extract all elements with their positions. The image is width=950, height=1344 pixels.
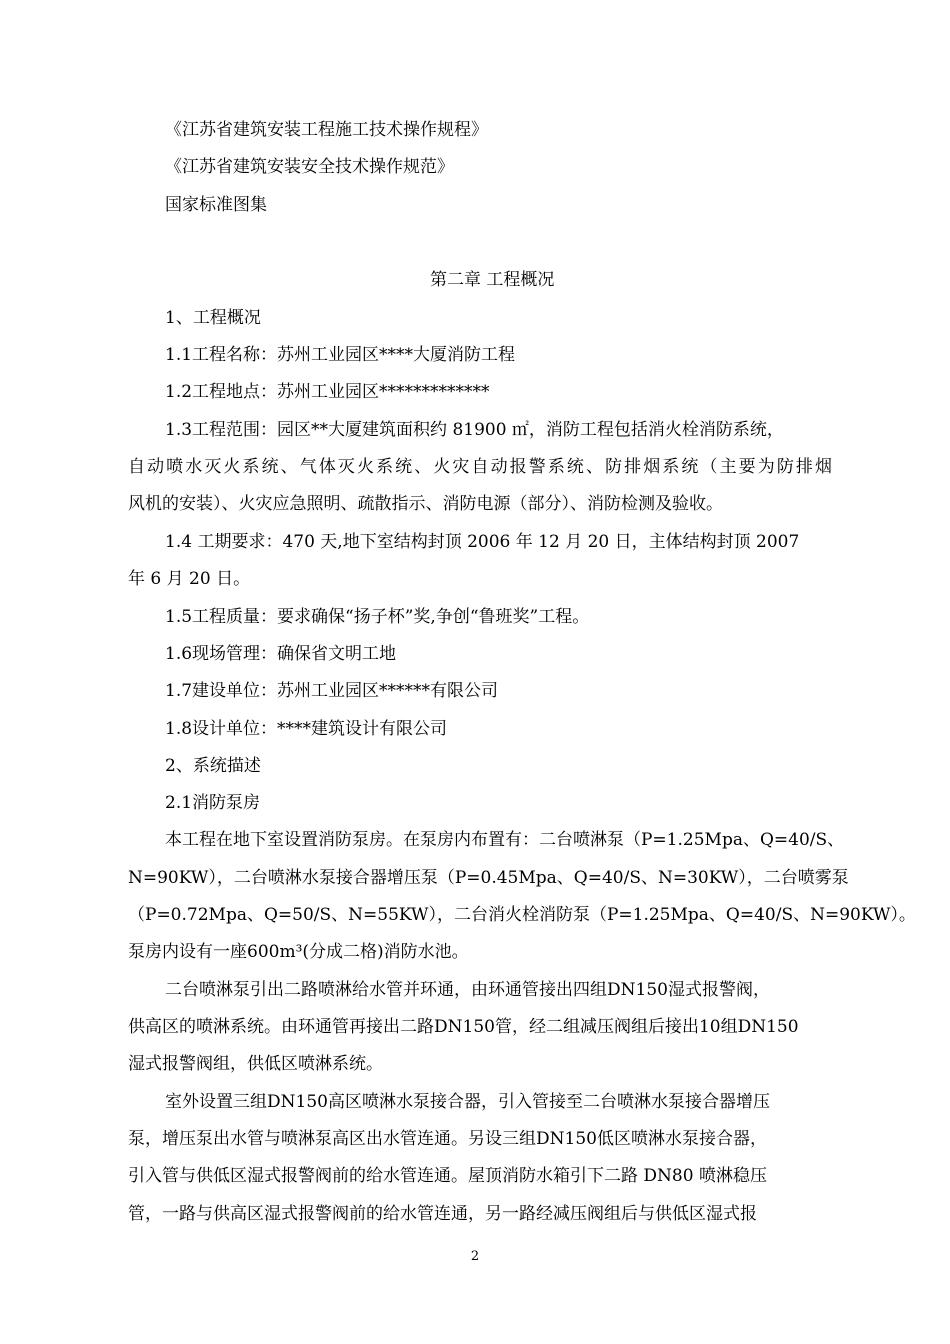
- project-location: 1.2工程地点：苏州工业园区*************: [165, 382, 490, 402]
- section-heading-2: 2、系统描述: [165, 756, 261, 776]
- paragraph-1-line-4: 泵房内设有一座600m³(分成二格)消防水池。: [128, 942, 469, 962]
- paragraph-3-line-1: 室外设置三组DN150高区喷淋水泵接合器，引入管接至二台喷淋水泵接合器增压: [165, 1092, 770, 1112]
- reference-1: 《江苏省建筑安装工程施工技术操作规程》: [165, 120, 488, 140]
- project-scope-line-2: 自动喷水灭火系统、气体灭火系统、火灾自动报警系统、防排烟系统（主要为防排烟: [128, 457, 832, 477]
- design-unit: 1.8设计单位：****建筑设计有限公司: [165, 719, 448, 739]
- paragraph-1-line-3: （P=0.72Mpa、Q=50/S、N=55KW），二台消火栓消防泵（P=1.25Mpa、Q=40/S、N=90KW）。: [128, 905, 916, 925]
- paragraph-3-line-4: 管，一路与供高区湿式报警阀前的给水管连通，另一路经减压阀组后与供低区湿式报: [128, 1204, 757, 1224]
- paragraph-2-line-2: 供高区的喷淋系统。由环通管再接出二路DN150管，经二组减压阀组后接出10组DN150: [128, 1017, 799, 1037]
- schedule-line-2: 年 6 月 20 日。: [128, 569, 251, 589]
- paragraph-3-line-2: 泵，增压泵出水管与喷淋泵高区出水管连通。另设三组DN150低区喷淋水泵接合器，: [128, 1129, 767, 1149]
- chapter-title: 第二章 工程概况: [430, 270, 555, 290]
- owner-unit: 1.7建设单位：苏州工业园区******有限公司: [165, 681, 499, 701]
- project-quality: 1.5工程质量：要求确保“扬子杯”奖,争创“鲁班奖”工程。: [165, 607, 590, 627]
- section-heading-1: 1、工程概况: [165, 308, 261, 328]
- project-scope-line-2-wrap: [128, 457, 832, 477]
- page-number: 2: [470, 1249, 480, 1264]
- project-name: 1.1工程名称：苏州工业园区****大厦消防工程: [165, 345, 516, 365]
- paragraph-2-line-1: 二台喷淋泵引出二路喷淋给水管并环通，由环通管接出四组DN150湿式报警阀，: [165, 980, 770, 1000]
- project-scope-line-1: 1.3工程范围：园区**大厦建筑面积约 81900 ㎡，消防工程包括消火栓消防系统，: [165, 420, 784, 440]
- paragraph-2-line-3: 湿式报警阀组，供低区喷淋系统。: [128, 1054, 383, 1074]
- sub-heading-pump-room: 2.1消防泵房: [165, 793, 261, 813]
- reference-2: 《江苏省建筑安装安全技术操作规范》: [165, 157, 454, 177]
- project-scope-line-3: 风机的安装）、火灾应急照明、疏散指示、消防电源（部分）、消防检测及验收。: [128, 494, 723, 514]
- site-management: 1.6现场管理：确保省文明工地: [165, 644, 397, 664]
- paragraph-1-line-2: N=90KW），二台喷淋水泵接合器增压泵（P=0.45Mpa、Q=40/S、N=30KW），二台喷雾泵: [128, 868, 849, 888]
- paragraph-1-line-1: 本工程在地下室设置消防泵房。在泵房内布置有：二台喷淋泵（P=1.25Mpa、Q=40/S、: [165, 830, 845, 850]
- reference-3: 国家标准图集: [165, 195, 267, 215]
- paragraph-3-line-3: 引入管与供低区湿式报警阀前的给水管连通。屋顶消防水箱引下二路 DN80 喷淋稳压: [128, 1166, 767, 1186]
- schedule-line-1: 1.4 工期要求：470 天,地下室结构封顶 2006 年 12 月 20 日，主体结构封顶 2007: [165, 532, 800, 552]
